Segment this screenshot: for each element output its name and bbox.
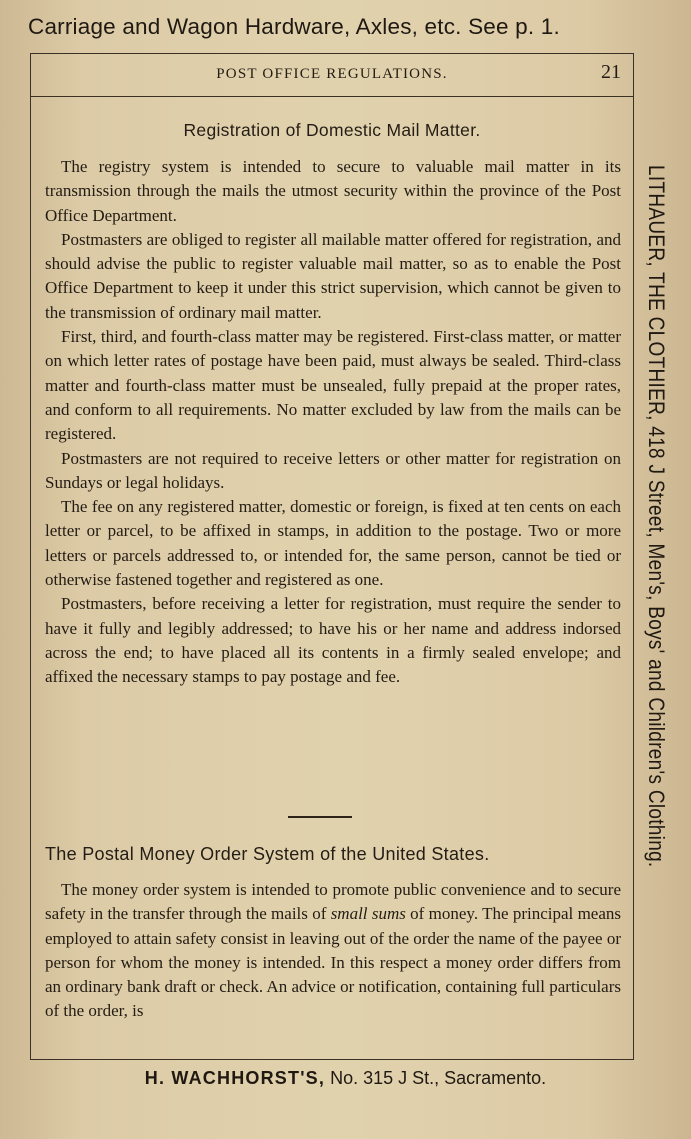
section-divider — [288, 816, 352, 818]
bottom-advertisement-address: No. 315 J St., Sacramento. — [325, 1068, 547, 1088]
top-advertisement: Carriage and Wagon Hardware, Axles, etc. See p. 1. — [28, 14, 560, 39]
registration-paragraph: The fee on any registered matter, domestic or foreign, is fixed at ten cents on each letter or parcel, to be affixed in stamps, in addition to the postage. Two or more letters or parcels addressed to, or intended for, the same person, cannot be tied or otherwise fastened together and registered as one. — [45, 497, 621, 590]
money-order-body — [45, 878, 621, 1024]
side-advertisement-text: LITHAUER, THE CLOTHIER, 418 J Street, Men's, Boys' and Children's Clothing. — [643, 165, 668, 868]
registration-paragraph: Postmasters are obliged to register all mailable matter offered for registration, and should advise the public to register valuable mail matter, so as to enable the Post Office Department to keep it under this strict supervision, which cannot be given to the transmission of ordinary mail matter. — [45, 229, 621, 322]
running-head-title: POST OFFICE REGULATIONS. — [216, 66, 448, 82]
page-number: 21 — [601, 61, 621, 83]
page-frame — [30, 53, 634, 1060]
side-advertisement — [642, 165, 672, 935]
money-order-text-end: of money. The principal means employed to attain safety consist in leaving out of the order the name of the payee or person for whom the money is intended. In this respect a money order differs from an ordinary bank draft or check. An advice or notification, containing full particulars of the order, is — [45, 904, 621, 1021]
bottom-advertisement-name: H. WACHHORST'S, — [144, 1068, 326, 1088]
money-order-italic-phrase: small sums — [330, 904, 406, 924]
bottom-advertisement — [0, 1068, 691, 1089]
registration-paragraph: The registry system is intended to secure to valuable mail matter in its transmission through the mails the utmost security within the province of the Post Office Department. — [45, 157, 621, 225]
running-head — [31, 54, 633, 97]
registration-paragraph: First, third, and fourth-class matter may be registered. First-class matter, or matter on which letter rates of postage have been paid, must always be sealed. Third-class matter and fourth-class matter must be unsealed, fully prepaid at the proper rates, and conform to all requirements. No matter excluded by law from the mails can be registered. — [45, 327, 621, 444]
money-order-paragraph — [45, 878, 621, 1024]
registration-paragraph: Postmasters, before receiving a letter for registration, must require the sender to have it fully and legibly addressed; to have his or her name and address indorsed across the end; to have placed all its contents in a firmly sealed envelope; and affixed the necessary stamps to pay postage and fee. — [45, 594, 621, 687]
money-order-text-start: The money order system is intended to promote public convenience and to secure safety in the transfer through the mails of — [45, 880, 621, 924]
registration-heading: Registration of Domestic Mail Matter. — [183, 120, 481, 140]
money-order-heading: The Postal Money Order System of the United States. — [45, 844, 490, 864]
registration-paragraph: Postmasters are not required to receive letters or other matter for registration on Sundays or legal holidays. — [45, 448, 621, 492]
registration-body — [45, 155, 621, 690]
